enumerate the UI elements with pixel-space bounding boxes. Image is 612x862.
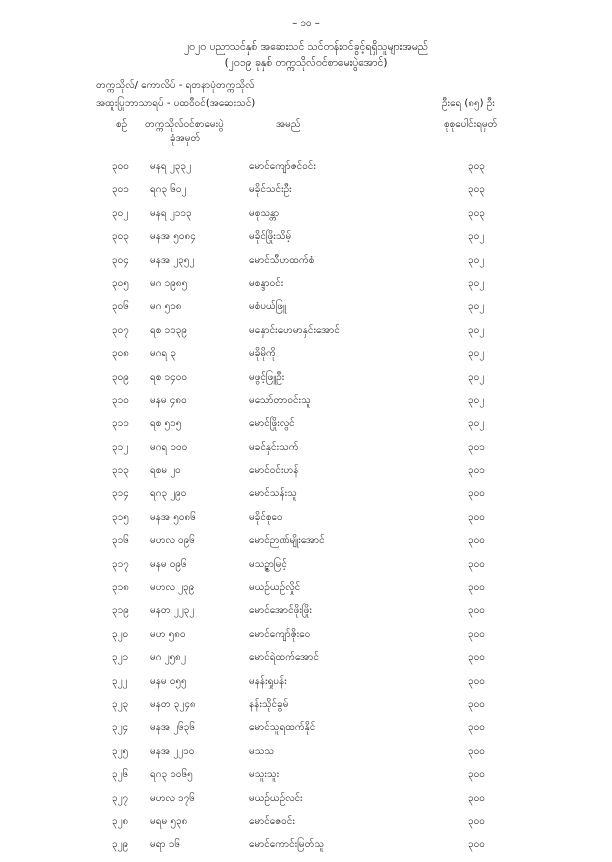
table-row <box>0 792 612 815</box>
row-number: ၃၀၇ <box>112 324 129 336</box>
exam-seat-number: ရစ ၁၁၃၉ <box>150 324 188 336</box>
exam-seat-number: မရာ ၁၆ <box>150 839 180 851</box>
total-marks: ၃၀၀ <box>468 722 485 734</box>
exam-seat-number: မနမ ၄၈၀ <box>150 394 187 406</box>
row-number: ၃၂၁ <box>112 652 129 664</box>
table-row <box>0 534 612 557</box>
student-name: မောင်ရဲထက်အောင် <box>249 652 319 664</box>
total-marks: ၃၀၀ <box>468 675 485 687</box>
student-name: မယဉ်ယဉ်လင်း <box>249 792 303 804</box>
total-marks: ၃၀၃ <box>468 161 485 172</box>
exam-seat-number: ရဂ၃ ၂၉၀ <box>150 488 187 500</box>
student-name: မောင်ဇေဝင်း <box>249 815 295 827</box>
table-row <box>0 230 612 253</box>
table-row <box>0 277 612 300</box>
exam-seat-number: မဂရ ၁၀၀ <box>150 441 188 453</box>
student-name: မောင်ကျော်ဇိုးဝေ <box>249 628 311 640</box>
total-marks: ၃၀၁ <box>468 465 485 477</box>
table-row <box>0 675 612 698</box>
total-marks: ၃၀၀ <box>468 698 485 710</box>
header-id: တက္ကသိုလ်ဝင်စာမေးပွဲ <box>145 119 224 130</box>
header-name: အမည် <box>276 119 301 130</box>
exam-seat-number: မနရ ၂၃၃၂ <box>150 161 191 172</box>
student-name: မောင်သူရထက်နိုင် <box>249 722 316 734</box>
total-marks: ၃၀၀ <box>468 792 485 804</box>
student-name: မစန္ဒာဝင်း <box>249 277 284 289</box>
exam-seat-number: မဂ ၂၅၈၂ <box>150 652 186 664</box>
exam-seat-number: မနအ ၂၂၁၀ <box>150 745 195 757</box>
exam-seat-number: ရစ ၁၄၀၀ <box>150 371 188 383</box>
exam-seat-number: မဂရ ၃ <box>150 348 176 360</box>
exam-seat-number: မဟ ၅၈၀ <box>150 628 186 640</box>
total-marks: ၃၀၀ <box>468 628 485 640</box>
row-number: ၃၁၅ <box>112 511 129 523</box>
total-marks: ၃၀၂ <box>468 324 485 336</box>
row-number: ၃၁၇ <box>112 558 129 570</box>
table-row <box>0 815 612 838</box>
exam-seat-number: ရဂ၃ ၁၀၆၅ <box>150 769 193 781</box>
student-name: မစံပယ်ဖြူ <box>249 301 287 313</box>
student-name: မသဉ္ဇာမြင့် <box>249 558 287 570</box>
total-marks: ၃၀၀ <box>468 839 485 851</box>
student-name: မသသ <box>249 745 275 757</box>
total-marks: ၃၀၀ <box>468 535 485 547</box>
exam-seat-number: မနအ ၅၀၈၄ <box>150 231 196 243</box>
total-marks: ၃၀၀ <box>468 511 485 523</box>
student-name: မခိုင်စုဝေ <box>249 511 283 523</box>
table-row <box>0 651 612 674</box>
header-id-line2: ခုံအမှတ် <box>170 133 201 144</box>
meta-university: တက္ကသိုလ်/ ကောလိပ် - ရတနာပုံတက္ကသိုလ် <box>96 80 255 91</box>
student-name: မောင်ဝင်းဟန် <box>249 465 299 477</box>
table-row <box>0 581 612 604</box>
exam-seat-number: မနတ ၂၂၃၂ <box>150 605 195 617</box>
exam-seat-number: ရစ ၅၁၅ <box>150 418 182 430</box>
row-number: ၃၁၀ <box>112 394 129 406</box>
student-name: မယဉ်ယဉ်လှိုင် <box>249 582 301 594</box>
row-number: ၃၀၉ <box>112 371 129 383</box>
table-row <box>0 487 612 510</box>
total-marks: ၃၀၀ <box>468 769 485 781</box>
table-row <box>0 324 612 347</box>
student-name: မစုသန္တာ <box>249 207 280 219</box>
student-name: မခိုင်သင်းဦး <box>249 184 292 196</box>
total-marks: ၃၀၂ <box>468 418 485 430</box>
total-marks: ၃၀၂ <box>468 231 485 243</box>
student-name: မောင်အောင်ဖိုးဖြိုး <box>249 605 312 617</box>
row-number: ၃၀၂ <box>112 207 129 219</box>
row-number: ၃၁၁ <box>112 418 129 430</box>
row-number: ၃၂၇ <box>112 792 129 804</box>
table-row <box>0 511 612 534</box>
row-number: ၃၁၉ <box>112 605 129 617</box>
table-row <box>0 394 612 417</box>
table-row <box>0 464 612 487</box>
total-marks: ၃၀၂ <box>468 301 485 313</box>
exam-seat-number: မဟလ ၂၃၉ <box>150 582 195 594</box>
row-number: ၃၀၁ <box>112 184 129 196</box>
exam-seat-number: ရစမ ၂၀ <box>150 465 181 477</box>
row-number: ၃၂၅ <box>112 745 129 757</box>
table-row <box>0 745 612 768</box>
table-row <box>0 254 612 277</box>
table-row <box>0 698 612 721</box>
row-number: ၃၂၉ <box>112 839 129 851</box>
total-marks: ၃၀၂ <box>468 348 485 360</box>
page-title: ၂၀၂၀ ပညာသင်နှစ် အဆေးသင် သင်တန်းဝင်ခွင့်ရရှိသူများအမည် <box>183 41 429 53</box>
table-row <box>0 417 612 440</box>
exam-seat-number: မနတ ၃၂၄၈ <box>150 698 196 710</box>
table-row <box>0 371 612 394</box>
table-row <box>0 207 612 230</box>
total-marks: ၃၀၁ <box>468 441 485 453</box>
student-name: မဖွင့်ဖြူဦး <box>249 371 285 383</box>
row-number: ၃၀၅ <box>112 277 129 289</box>
total-marks: ၃၀၀ <box>468 488 485 500</box>
table-row <box>0 721 612 744</box>
total-marks: ၃၀၀ <box>468 558 485 570</box>
total-marks: ၃၀၂ <box>468 371 485 383</box>
student-name: မောင်သီဟထက်စံ <box>249 254 315 266</box>
student-name: မောင်ကောင်းမြတ်သူ <box>249 839 325 851</box>
row-number: ၃၁၂ <box>112 441 129 453</box>
table-row <box>0 347 612 370</box>
meta-major: အထူးပြုဘာသာရပ် - ပထဝီဝင်(အဆေးသင်) <box>96 98 256 109</box>
student-name: မောင်သန်းသူ <box>249 488 297 500</box>
student-name: မခိုမိုကို <box>249 348 276 360</box>
exam-seat-number: မဂ ၁၉၈၅ <box>150 277 188 289</box>
total-marks: ၃၀၃ <box>468 207 485 219</box>
student-name: မောင်ဖြိုးလွင် <box>249 418 295 430</box>
row-number: ၃၂၃ <box>112 698 129 710</box>
row-number: ၃၂၈ <box>112 815 129 827</box>
student-name: နန်းသိုင်ခွမ် <box>249 698 289 710</box>
row-number: ၃၀၀ <box>112 161 129 172</box>
row-number: ၃၂၀ <box>112 628 129 640</box>
exam-seat-number: မဂ ၅၁၈ <box>150 301 182 313</box>
student-name: မခင်နှင်းသက် <box>249 441 299 453</box>
row-number: ၃၀၃ <box>112 231 129 243</box>
table-row <box>0 604 612 627</box>
row-number: ၃၀၈ <box>112 348 129 360</box>
total-marks: ၃၀၀ <box>468 652 485 664</box>
student-name: မောင်ကျော်ဇင်ဝင်း <box>249 161 316 172</box>
total-marks: ၃၀၂ <box>468 254 485 266</box>
exam-seat-number: မရမ ၅၃၈ <box>150 815 188 827</box>
row-number: ၃၀၆ <box>112 301 129 313</box>
page-number: – ၁၀ – <box>292 18 320 29</box>
exam-seat-number: ရဂ၃ ၆၀၂ <box>150 184 187 196</box>
exam-seat-number: မနအ ၅၀၈၆ <box>150 511 196 523</box>
header-no: စဉ် <box>116 119 128 130</box>
page-subtitle: (၂၀၁၉ ခုနှစ် တက္ကသိုလ်ဝင်စာမေးပွဲအောင်) <box>224 57 388 69</box>
student-name: မနန်းရှုပန်း <box>249 675 287 687</box>
table-row <box>0 441 612 464</box>
student-name: မနှောင်းဟေမာနှင်းအောင် <box>249 324 340 336</box>
table-row <box>0 183 612 206</box>
row-number: ၃၂၄ <box>112 722 129 734</box>
exam-seat-number: မနမ ၀၅၅ <box>150 675 187 687</box>
exam-seat-number: မနရ ၂၁၁၃ <box>150 207 192 219</box>
row-number: ၃၂၂ <box>112 675 128 687</box>
header-marks: စုစုပေါင်းရမှတ် <box>444 119 498 130</box>
student-name: မောင်ဉာဏ်မျိုးအောင် <box>249 535 325 547</box>
total-marks: ၃၀၂ <box>468 277 485 289</box>
total-marks: ၃၀၀ <box>468 745 485 757</box>
table-row <box>0 300 612 323</box>
row-number: ၃၁၈ <box>112 582 129 594</box>
exam-seat-number: မဟလ ၁၇၆ <box>150 792 195 804</box>
student-name: မသော်တာဝင်းသူ <box>249 394 311 406</box>
total-marks: ၃၀၀ <box>468 815 485 827</box>
exam-seat-number: မဟလ ၀၉၆ <box>150 535 195 547</box>
meta-quota: ဦးရေ (၈၅) ဦး <box>442 98 495 109</box>
row-number: ၃၀၄ <box>112 254 129 266</box>
table-row <box>0 160 612 183</box>
student-name: မခိုင်ဖြိုးသိမ့် <box>249 231 292 243</box>
total-marks: ၃၀၀ <box>468 605 485 617</box>
total-marks: ၃၀၀ <box>468 582 485 594</box>
total-marks: ၃၀၂ <box>468 394 485 406</box>
total-marks: ၃၀၃ <box>468 184 485 196</box>
exam-seat-number: မနအ ၂၆၃၆ <box>150 722 196 734</box>
row-number: ၃၂၆ <box>112 769 129 781</box>
results-list <box>0 160 612 862</box>
row-number: ၃၁၄ <box>112 488 129 500</box>
student-name: မသူးသူး <box>249 769 280 781</box>
exam-seat-number: မနမ ၀၉၆ <box>150 558 187 570</box>
row-number: ၃၁၆ <box>112 535 129 547</box>
table-row <box>0 628 612 651</box>
table-row <box>0 768 612 791</box>
table-row <box>0 558 612 581</box>
table-row <box>0 838 612 861</box>
row-number: ၃၁၃ <box>112 465 129 477</box>
exam-seat-number: မနအ ၂၃၅၂ <box>150 254 195 266</box>
